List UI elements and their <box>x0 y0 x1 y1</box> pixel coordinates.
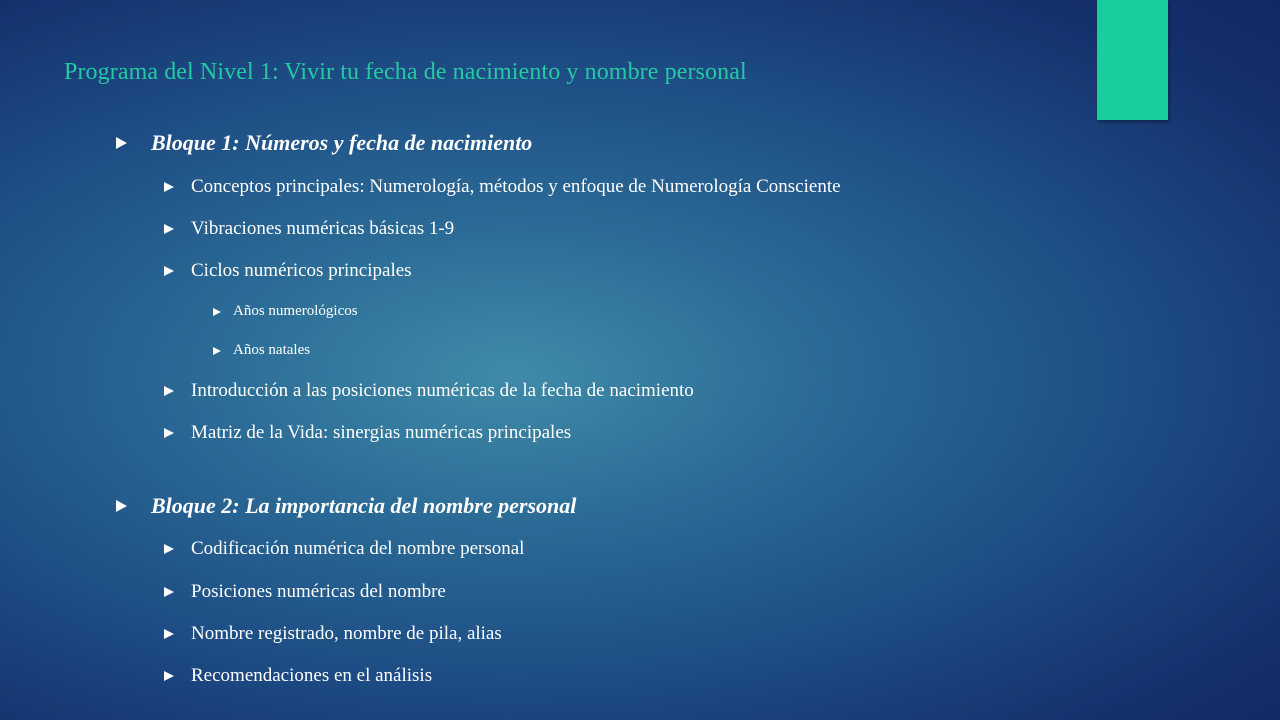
list-item-text: Matriz de la Vida: sinergias numéricas principales <box>191 422 572 443</box>
list-item <box>164 623 502 645</box>
list-item-text: Años natales <box>233 342 311 358</box>
bullet-arrow-icon <box>164 544 174 554</box>
list-item-text: Años numerológicos <box>233 303 358 319</box>
list-item <box>164 260 412 282</box>
list-item-text: Codificación numérica del nombre personal <box>191 538 525 559</box>
sub-list-item <box>213 303 358 320</box>
list-item <box>164 422 571 444</box>
bullet-arrow-icon <box>213 347 221 355</box>
list-item <box>164 581 446 603</box>
bullet-arrow-icon <box>164 629 174 639</box>
bullet-arrow-icon <box>164 671 174 681</box>
list-item <box>164 218 454 240</box>
list-item <box>164 380 694 402</box>
bullet-arrow-icon <box>213 308 221 316</box>
list-item-text: Vibraciones numéricas básicas 1-9 <box>191 218 455 239</box>
bullet-arrow-icon <box>164 587 174 597</box>
bullet-arrow-icon <box>164 428 174 438</box>
slide-title: Programa del Nivel 1: Vivir tu fecha de nacimiento y nombre personal <box>64 59 747 85</box>
bullet-arrow-icon <box>164 224 174 234</box>
list-item <box>164 176 841 198</box>
bullet-arrow-icon <box>164 182 174 192</box>
list-item-text: Conceptos principales: Numerología, métodos y enfoque de Numerología Consciente <box>191 176 841 197</box>
list-item <box>164 538 524 560</box>
bullet-arrow-icon <box>116 137 127 149</box>
list-item-text: Ciclos numéricos principales <box>191 260 412 281</box>
list-item-text: Nombre registrado, nombre de pila, alias <box>191 623 502 644</box>
list-item-text: Posiciones numéricas del nombre <box>191 581 446 602</box>
bullet-arrow-icon <box>116 500 127 512</box>
block-1-heading <box>116 130 532 156</box>
bullet-arrow-icon <box>164 386 174 396</box>
list-item-text: Introducción a las posiciones numéricas de la fecha de nacimiento <box>191 380 694 401</box>
list-item <box>164 665 432 687</box>
list-item-text: Recomendaciones en el análisis <box>191 665 433 686</box>
block-heading-text: Bloque 1: Números y fecha de nacimiento <box>151 130 533 155</box>
sub-list-item <box>213 342 310 359</box>
block-heading-text: Bloque 2: La importancia del nombre personal <box>151 493 577 518</box>
bullet-arrow-icon <box>164 266 174 276</box>
block-2-heading <box>116 493 576 519</box>
